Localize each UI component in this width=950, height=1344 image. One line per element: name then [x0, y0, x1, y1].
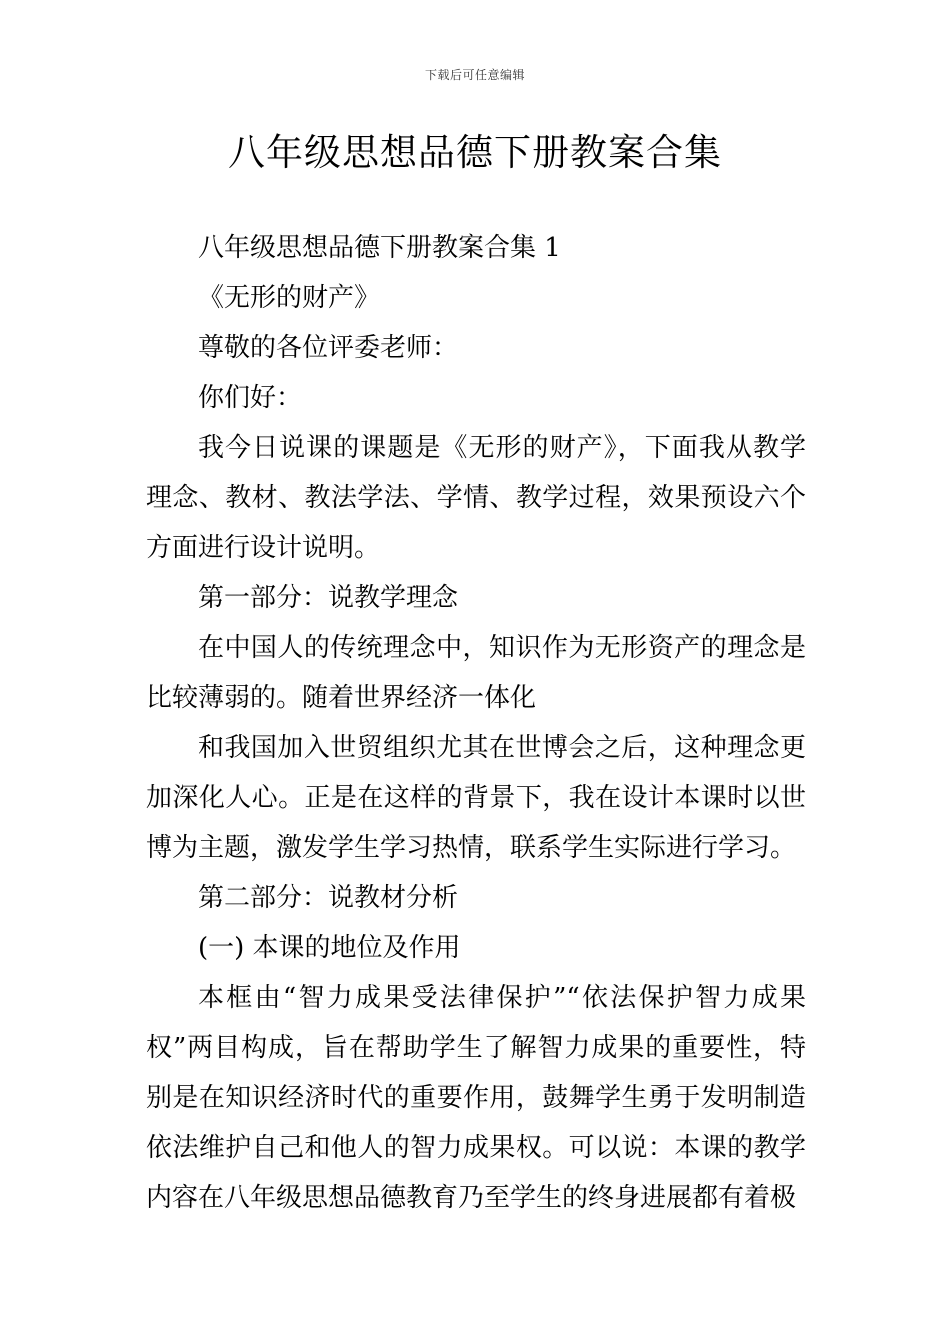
section-heading-1: 第一部分：说教学理念: [198, 583, 459, 613]
intro-paragraph: 我今日说课的课题是《无形的财产》，下面我从教学理念、教材、教法学法、学情、教学过程，效果预设六个方面进行设计说明。: [146, 433, 806, 563]
subsection-heading-1: (一) 本课的地位及作用: [198, 933, 461, 963]
document-body: [146, 223, 806, 1223]
lesson-topic: 《无形的财产》: [198, 283, 381, 313]
header-note: 下载后可任意编辑: [424, 68, 525, 82]
document-title: 八年级思想品德下册教案合集: [228, 131, 722, 174]
role-paragraph: 本框由“智力成果受法律保护”“依法保护智力成果权”两目构成，旨在帮助学生了解智力成果的重要性，特别是在知识经济时代的重要作用，鼓舞学生勇于发明制造依法维护自己和他人的智力成果权。可以说：本课的教学内容在八年级思想品德教育乃至学生的终身进展都有着极: [146, 983, 806, 1213]
greeting-judges: 尊敬的各位评委老师：: [198, 333, 459, 363]
greeting-hello: 你们好：: [198, 383, 303, 413]
background-paragraph: 和我国加入世贸组织尤其在世博会之后，这种理念更加深化人心。正是在这样的背景下，我在设计本课时以世博为主题，激发学生学习热情，联系学生实际进行学习。: [146, 733, 806, 863]
section-heading-2: 第二部分：说教材分析: [198, 883, 459, 913]
lesson-heading: 八年级思想品德下册教案合集 1: [198, 233, 561, 263]
concept-paragraph: 在中国人的传统理念中，知识作为无形资产的理念是比较薄弱的。随着世界经济一体化: [146, 633, 806, 713]
